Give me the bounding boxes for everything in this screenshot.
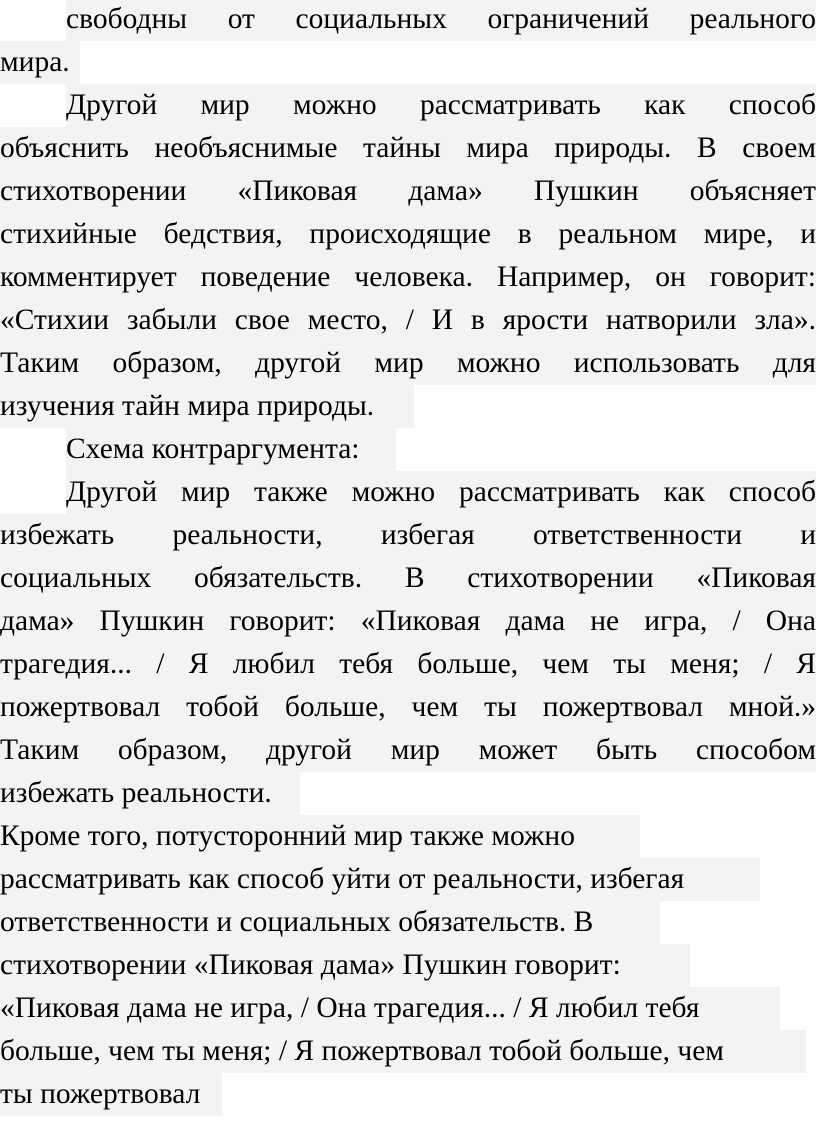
text-line: избежать реальности, избегая ответственности и: [0, 514, 816, 557]
text-line: трагедия... / Я любил тебя больше, чем ты меня; / Я: [0, 643, 816, 686]
text-line: объяснить необъяснимые тайны мира природы. В своем: [0, 127, 816, 170]
text-line: Другой мир можно рассматривать как способ: [66, 84, 816, 127]
text-line: социальных обязательств. В стихотворении «Пиковая: [0, 557, 816, 600]
text-line: Таким образом, другой мир можно использовать для: [0, 342, 816, 385]
text-line: стихотворении «Пиковая дама» Пушкин говорит:: [0, 944, 690, 987]
text-line: пожертвовал тобой больше, чем ты пожертвовал мной.»: [0, 686, 816, 729]
text-line: свободны от социальных ограничений реального: [66, 0, 816, 41]
text-line: рассматривать как способ уйти от реальности, избегая: [0, 858, 760, 901]
text-line: «Пиковая дама не игра, / Она трагедия... / Я любил тебя: [0, 987, 780, 1030]
text-line: «Стихии забыли свое место, / И в ярости натворили зла».: [0, 299, 816, 342]
text-line: комментирует поведение человека. Например, он говорит:: [0, 256, 816, 299]
text-line: Кроме того, потусторонний мир также можно: [0, 815, 640, 858]
text-line: мира.: [0, 41, 80, 84]
text-line: больше, чем ты меня; / Я пожертвовал тобой больше, чем: [0, 1030, 806, 1073]
text-line: изучения тайн мира природы.: [0, 385, 414, 428]
text-line: Таким образом, другой мир может быть способом: [0, 729, 816, 772]
text-line: стихотворении «Пиковая дама» Пушкин объясняет: [0, 170, 816, 213]
text-line: избежать реальности.: [0, 772, 300, 815]
text-line: ты пожертвовал: [0, 1073, 222, 1116]
text-line: стихийные бедствия, происходящие в реальном мире, и: [0, 213, 816, 256]
text-line: Схема контраргумента:: [66, 428, 396, 471]
text-line: дама» Пушкин говорит: «Пиковая дама не игра, / Она: [0, 600, 816, 643]
text-line: ответственности и социальных обязательств. В: [0, 901, 660, 944]
text-line: Другой мир также можно рассматривать как способ: [66, 471, 816, 514]
